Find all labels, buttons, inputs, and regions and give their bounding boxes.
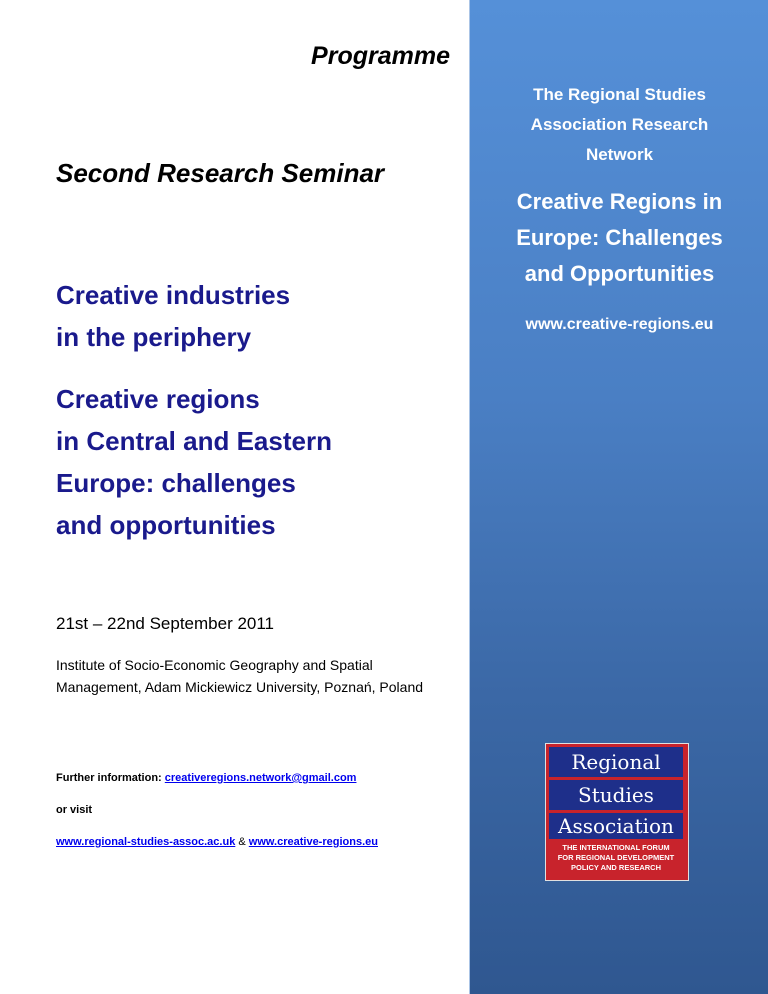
heading1-line2: in the periphery (56, 322, 252, 352)
further-information (56, 772, 356, 784)
heading2-line2: in Central and Eastern (56, 426, 332, 456)
sidebar-url: www.creative-regions.eu (525, 316, 714, 333)
email-link[interactable]: creativeregions.network@gmail.com (164, 772, 357, 784)
website-links (56, 836, 378, 848)
further-information-label: Further information: (56, 772, 165, 784)
logo-tag-line1: THE INTERNATIONAL FORUM (562, 843, 670, 852)
logo-tag-line2: FOR REGIONAL DEVELOPMENT (557, 853, 675, 862)
seminar-title: Second Research Seminar (56, 158, 385, 188)
logo-word-association: Association (549, 813, 683, 839)
sidebar-network-title (470, 184, 768, 292)
programme-title: Programme (311, 42, 450, 70)
sidebar-org-line2: Association Research (530, 115, 709, 134)
or-visit-text: or visit (56, 804, 93, 816)
heading2-line1: Creative regions (56, 384, 260, 414)
logo-tagline (549, 843, 683, 873)
event-venue: Institute of Socio-Economic Geography and Spatial Management, Adam Mickiewicz University, Poznań, Poland (56, 657, 424, 695)
link-separator: & (235, 836, 249, 848)
heading1-line1: Creative industries (56, 280, 291, 310)
rsa-logo (545, 743, 689, 881)
sidebar-org-line1: The Regional Studies (533, 85, 706, 104)
sidebar-title-line3: and Opportunities (524, 261, 715, 286)
logo-word-regional: Regional (549, 747, 683, 777)
logo-tag-line3: POLICY AND RESEARCH (570, 863, 661, 872)
sidebar-title-line1: Creative Regions in (516, 189, 723, 214)
logo-word-studies: Studies (549, 780, 683, 810)
heading-creative-industries (56, 274, 290, 358)
rsa-website-link[interactable]: www.regional-studies-assoc.ac.uk (56, 836, 236, 848)
heading2-line4: and opportunities (56, 510, 276, 540)
heading-creative-regions (56, 378, 332, 546)
sidebar-organisation (470, 80, 768, 170)
sidebar-org-line3: Network (585, 145, 654, 164)
heading2-line3: Europe: challenges (56, 468, 296, 498)
sidebar-title-line2: Europe: Challenges (516, 225, 723, 250)
event-dates: 21st – 22nd September 2011 (56, 614, 275, 633)
creative-regions-website-link[interactable]: www.creative-regions.eu (248, 836, 378, 848)
